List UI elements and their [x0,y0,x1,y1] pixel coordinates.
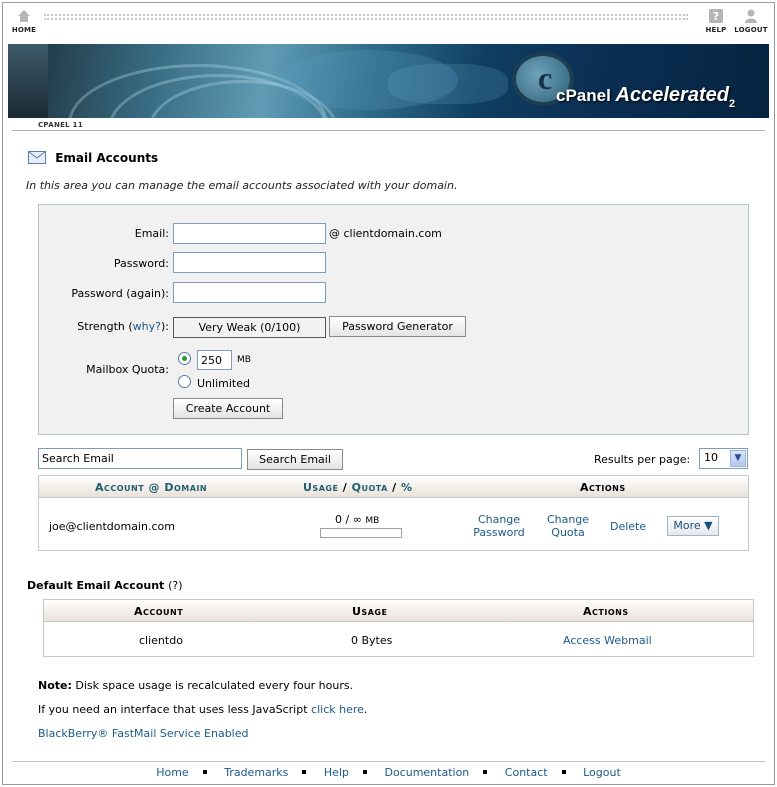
usage-unit: MB [365,516,380,526]
help-label: HELP [705,26,727,34]
password-again-label: Password (again): [71,287,169,300]
logo-accelerated: Accelerated [615,84,729,106]
cpanel-logo-text [556,84,735,110]
logo-version: 2 [728,98,736,110]
help-icon [708,8,724,24]
default-account-name: clientdo [139,634,183,647]
access-webmail-link[interactable]: Access Webmail [563,634,652,647]
strength-label [9,320,169,333]
footer-contact-link[interactable]: Contact [504,766,548,779]
search-email-input[interactable] [38,448,242,469]
js-note-text: If you need an interface that uses less JavaScript [38,703,312,716]
logout-button[interactable] [733,8,769,34]
password-strength-meter: Very Weak (0/100) [173,317,326,338]
table-header [39,476,748,498]
page-title [28,151,158,165]
cpanel-version: CPANEL 11 [38,121,84,129]
password-field[interactable] [173,252,326,273]
home-icon [16,8,32,24]
note-text: Disk space usage is recalculated every four hours. [71,679,354,692]
page-intro: In this area you can manage the email accounts associated with your domain. [26,179,458,192]
usage-progress-bar [320,528,402,538]
user-icon [743,8,759,24]
strength-why-link[interactable]: why? [132,320,161,333]
column-usage-quota [303,481,413,494]
footer-trademarks-link[interactable]: Trademarks [224,766,289,779]
domain-suffix: @ clientdomain.com [329,227,442,240]
default-account-usage: 0 Bytes [351,634,393,647]
password-generator-button[interactable]: Password Generator [329,316,466,337]
change-quota-link[interactable] [538,513,598,539]
results-per-page-value: 10 [704,451,718,464]
help-button[interactable] [698,8,734,34]
unlimited-label: Unlimited [197,377,250,390]
account-usage [335,513,379,526]
change-quota-line2: Quota [551,526,585,539]
column-actions: Actions [580,481,626,494]
envelope-icon [28,151,46,164]
footer-separator [302,770,306,774]
home-button[interactable] [6,8,42,34]
click-here-link[interactable]: click here [311,703,364,716]
default-account-title-text: Default Email Account [27,579,165,592]
change-password-link[interactable] [462,513,536,539]
column-actions: Actions [583,605,629,618]
svg-text:?: ? [712,10,720,23]
default-table-header [44,600,753,622]
quota-input[interactable] [197,350,232,370]
page-title-text: Email Accounts [55,151,159,165]
create-account-panel [38,204,749,435]
default-account-help[interactable]: (?) [168,579,183,592]
logo-word: cPanel [556,86,611,105]
chevron-down-icon: ▼ [730,450,746,467]
footer-separator [363,770,367,774]
version-divider [12,130,765,131]
home-label: HOME [11,26,37,34]
column-account: Account [134,605,184,618]
column-account-domain[interactable]: Account @ Domain [95,481,208,494]
cpanel-logo-c: c [538,60,553,96]
less-javascript-note [38,703,367,716]
js-note-end: . [363,703,368,716]
banner-map [388,64,508,104]
note-bold: Note: [38,679,72,692]
account-email: joe@clientdomain.com [49,520,175,533]
quota-unit: MB [237,355,251,365]
quota-limited-radio[interactable] [178,352,191,365]
delete-account-link[interactable]: Delete [610,520,647,533]
footer-separator [203,770,207,774]
footer-separator [483,770,487,774]
blackberry-link[interactable]: BlackBerry® FastMail Service Enabled [38,727,249,740]
quota-unlimited-radio[interactable] [178,375,191,388]
more-actions-button[interactable]: More ▼ [667,516,719,536]
password-again-field[interactable] [173,282,326,303]
footer-logout-link[interactable]: Logout [583,766,621,779]
column-usage: Usage [352,605,388,618]
nav-divider [44,14,688,20]
footer-divider [12,761,765,762]
disk-usage-note [38,679,353,692]
email-accounts-table [38,475,749,551]
change-password-line1: Change [477,513,521,526]
top-navigation [6,8,768,42]
password-label: Password: [113,257,169,270]
default-account-title [27,579,183,592]
email-label: Email: [134,227,169,240]
cpanel-banner [8,44,769,118]
footer-documentation-link[interactable]: Documentation [384,766,470,779]
column-usage[interactable]: Usage [303,481,339,494]
strength-label-close: ): [161,320,169,333]
mailbox-quota-label: Mailbox Quota: [86,363,169,376]
create-account-button[interactable]: Create Account [173,398,283,419]
results-per-page-select[interactable] [699,448,748,469]
results-per-page-label: Results per page: [594,453,691,466]
footer-home-link[interactable]: Home [156,766,189,779]
header-separator: / [338,481,352,494]
email-field[interactable] [173,223,326,244]
change-password-line2: Password [473,526,525,539]
column-percent[interactable]: % [400,481,413,494]
change-quota-line1: Change [546,513,590,526]
header-separator: / [387,481,401,494]
footer-separator [562,770,566,774]
footer-nav [0,766,777,779]
usage-text: 0 / ∞ [335,513,362,526]
column-quota[interactable]: Quota [351,481,388,494]
footer-help-link[interactable]: Help [323,766,349,779]
search-email-button[interactable]: Search Email [247,449,343,470]
logout-label: LOGOUT [734,26,768,34]
default-account-table [43,599,754,657]
banner-server-graphic [8,44,48,118]
strength-label-text: Strength ( [77,320,133,333]
